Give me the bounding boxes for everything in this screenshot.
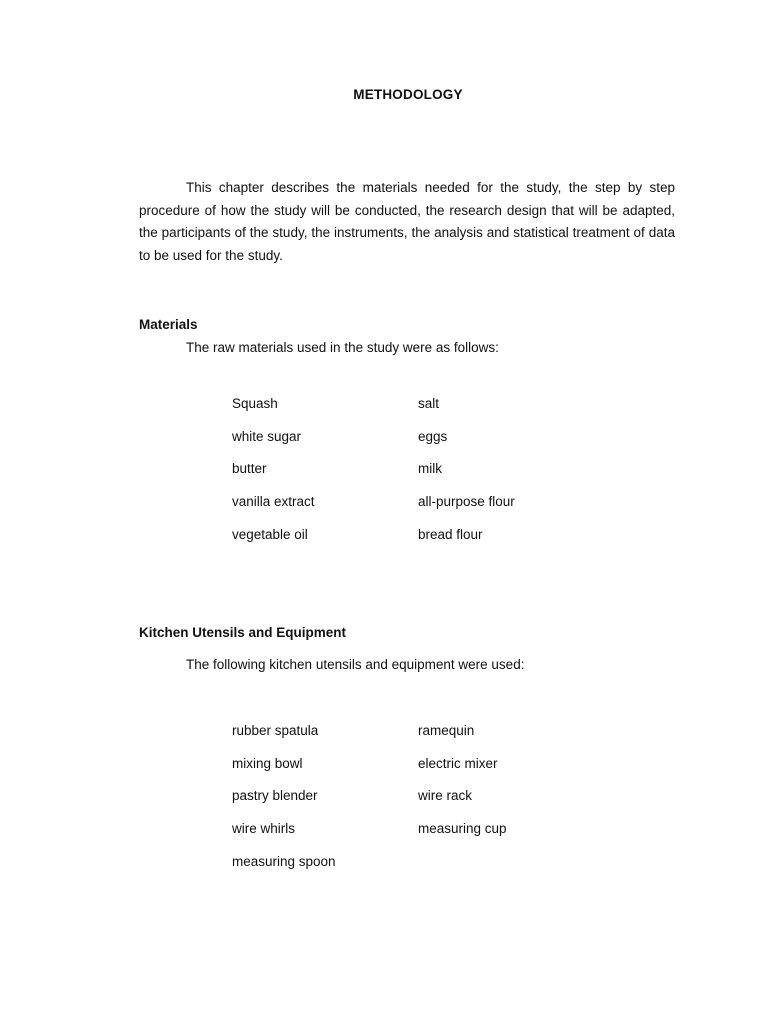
- list-item: milk: [418, 461, 442, 477]
- list-item: mixing bowl: [232, 755, 303, 771]
- equipment-heading: Kitchen Utensils and Equipment: [139, 625, 347, 640]
- list-item: bread flour: [418, 526, 483, 542]
- list-item: eggs: [418, 428, 448, 444]
- materials-heading: Materials: [139, 317, 198, 332]
- page-title: METHODOLOGY: [353, 87, 463, 102]
- list-item: measuring spoon: [232, 853, 336, 869]
- list-item: salt: [418, 396, 440, 411]
- list-item: white sugar: [232, 428, 302, 444]
- list-item: vanilla extract: [232, 494, 315, 510]
- list-item: pastry blender: [232, 788, 318, 804]
- equipment-lead: The following kitchen utensils and equipment were used:: [186, 657, 525, 672]
- list-item: butter: [232, 461, 267, 477]
- list-item: measuring cup: [418, 821, 507, 837]
- list-item: wire whirls: [232, 821, 296, 837]
- list-item: vegetable oil: [232, 526, 308, 542]
- equipment-list: [232, 723, 632, 886]
- list-item: rubber spatula: [232, 723, 319, 738]
- intro-paragraph: This chapter describes the materials needed for the study, the step by step procedure of how the study will be conducted, the research design that will be adapted, the participants of the study, the instruments, the analysis and statistical treatment of data to be used for the study.: [139, 180, 675, 264]
- list-item: electric mixer: [418, 755, 498, 771]
- list-item: ramequin: [418, 723, 475, 738]
- materials-lead: The raw materials used in the study were as follows:: [186, 340, 499, 355]
- list-item: Squash: [232, 396, 278, 411]
- list-item: wire rack: [418, 788, 473, 804]
- materials-list: [232, 396, 632, 559]
- list-item: all-purpose flour: [418, 494, 515, 510]
